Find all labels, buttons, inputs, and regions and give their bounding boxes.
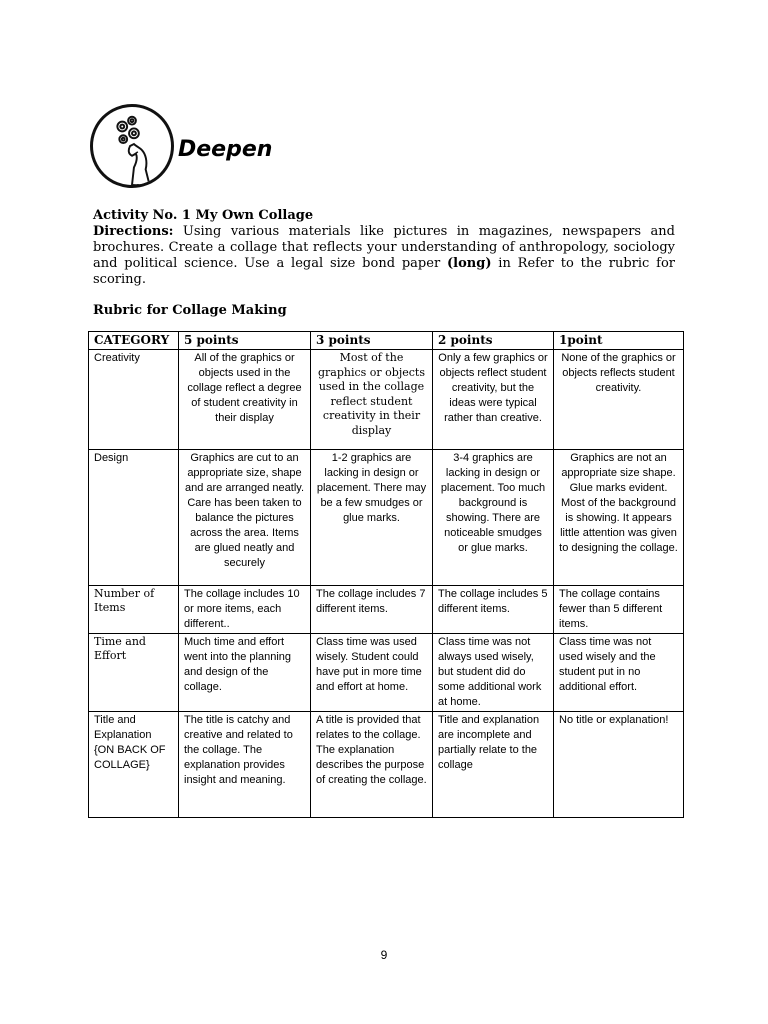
- cell-5-points: The title is catchy and creative and related to the collage. The explanation provides insight and meaning.: [179, 712, 311, 818]
- cell-5-points: The collage includes 10 or more items, each different..: [179, 586, 311, 634]
- header-category: CATEGORY: [89, 332, 179, 350]
- directions-paragraph: [93, 224, 675, 288]
- directions-text-1: Using various materials like pictures in magazines, newspapers and brochures. Create a collage that reflects your understanding of anthropology, sociology and political science. Use a legal size bond paper: [93, 224, 675, 271]
- cell-1-point: The collage contains fewer than 5 different items.: [554, 586, 684, 634]
- cell-2-points: 3-4 graphics are lacking in design or placement. Too much background is showing. There are noticeable smudges or glue marks.: [433, 450, 554, 586]
- page-number: 9: [380, 948, 388, 962]
- row-category: Time and Effort: [89, 634, 179, 712]
- cell-1-point: No title or explanation!: [554, 712, 684, 818]
- cell-1-point: None of the graphics or objects reflects student creativity.: [554, 350, 684, 450]
- header-1-point: 1point: [554, 332, 684, 350]
- row-category: Title and Explanation {ON BACK OF COLLAGE}: [89, 712, 179, 818]
- section-title: Deepen: [178, 136, 273, 162]
- header-2-points: 2 points: [433, 332, 554, 350]
- cell-5-points: Much time and effort went into the planning and design of the collage.: [179, 634, 311, 712]
- directions-text-2: in Refer to the rubric for scoring.: [93, 256, 676, 287]
- cell-2-points: Only a few graphics or objects reflect student creativity, but the ideas were typical rather than creative.: [433, 350, 554, 450]
- rubric-title: Rubric for Collage Making: [93, 303, 287, 318]
- cell-3-points: The collage includes 7 different items.: [311, 586, 433, 634]
- directions-label: Directions:: [93, 224, 174, 239]
- header-3-points: 3 points: [311, 332, 433, 350]
- row-category: Design: [89, 450, 179, 586]
- cell-3-points: A title is provided that relates to the collage. The explanation describes the purpose of creating the collage.: [311, 712, 433, 818]
- cell-3-points: 1-2 graphics are lacking in design or placement. There may be a few smudges or glue marks.: [311, 450, 433, 586]
- table-header-row: [89, 332, 684, 350]
- table-row: [89, 712, 684, 818]
- section-header: [90, 104, 272, 188]
- table-row: [89, 450, 684, 586]
- cell-2-points: Title and explanation are incomplete and partially relate to the collage: [433, 712, 554, 818]
- cell-3-points: Most of the graphics or objects used in the collage reflect student creativity in their display: [311, 350, 433, 450]
- table-row: [89, 586, 684, 634]
- cell-1-point: Graphics are not an appropriate size shape. Glue marks evident. Most of the background is showing. It appears little attention was given to designing the collage.: [554, 450, 684, 586]
- cell-3-points: Class time was used wisely. Student could have put in more time and effort at home.: [311, 634, 433, 712]
- header-5-points: 5 points: [179, 332, 311, 350]
- cell-2-points: The collage includes 5 different items.: [433, 586, 554, 634]
- table-row: [89, 350, 684, 450]
- activity-block: [93, 208, 675, 288]
- activity-title: Activity No. 1 My Own Collage: [93, 208, 314, 223]
- cell-1-point: Class time was not used wisely and the student put in no additional effort.: [554, 634, 684, 712]
- directions-bold: (long): [447, 256, 492, 271]
- cell-5-points: Graphics are cut to an appropriate size, shape and are arranged neatly. Care has been taken to balance the pictures across the area. Items are glued neatly and securely: [179, 450, 311, 586]
- hand-holding-gears-icon: [90, 104, 174, 188]
- cell-2-points: Class time was not always used wisely, but student did do some additional work at home.: [433, 634, 554, 712]
- row-category: Creativity: [89, 350, 179, 450]
- row-category: Number of Items: [89, 586, 179, 634]
- table-row: [89, 634, 684, 712]
- cell-5-points: All of the graphics or objects used in the collage reflect a degree of student creativity in their display: [179, 350, 311, 450]
- rubric-table: [88, 331, 684, 818]
